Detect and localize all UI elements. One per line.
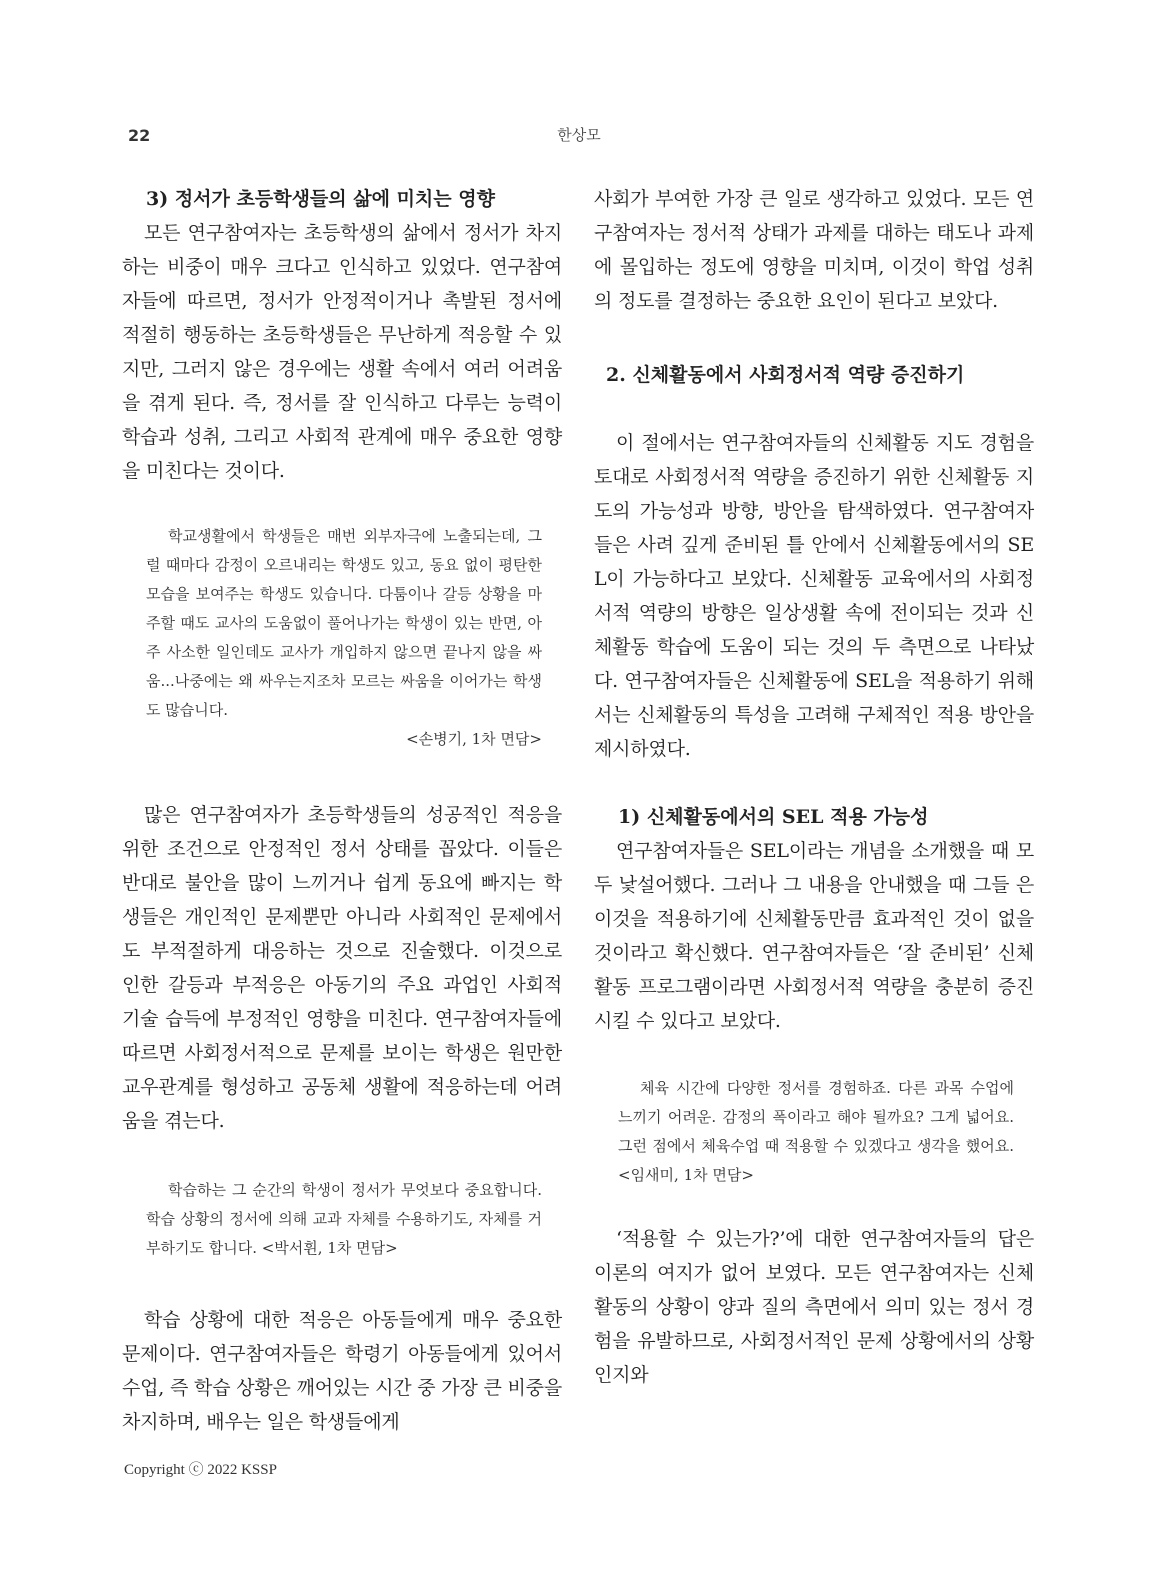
section-heading: 2. 신체활동에서 사회정서적 역량 증진하기 [606, 364, 965, 386]
copyright-footer: Copyright ⓒ 2022 KSSP [124, 1462, 277, 1478]
paragraph: ‘적용할 수 있는가?’에 대한 연구참여자들의 답은 이론의 여지가 없어 보였다. 모든 연구참여자는 신체활동의 상황이 양과 질의 측면에서 의미 있는 정서 경험을 유발하므로, 사회정서적인 문제 상황에서의 상황 인지와 [594, 1228, 1034, 1386]
left-column [122, 182, 562, 1439]
paragraph: 학습 상황에 대한 적응은 아동들에게 매우 중요한 문제이다. 연구참여자들은 학령기 아동들에게 있어서 수업, 즉 학습 상황은 깨어있는 시간 중 가장 큰 비중을 차지하며, 배우는 일은 학생들에게 [122, 1309, 562, 1433]
paragraph: 많은 연구참여자가 초등학생들의 성공적인 적응을 위한 조건으로 안정적인 정서 상태를 꼽았다. 이들은 반대로 불안을 많이 느끼거나 쉽게 동요에 빠지는 학생들은 개인적인 문제뿐만 아니라 사회적인 문제에서도 부적절하게 대응하는 것으로 진술했다. 이것으로 인한 갈등과 부적응은 아동기의 주요 과업인 사회적 기술 습득에 부정적인 영향을 미친다. 연구참여자들에 따르면 사회정서적으로 문제를 보이는 학생은 원만한 교우관계를 형성하고 공동체 생활에 적응하는데 어려움을 겪는다. [122, 804, 562, 1132]
paragraph: 연구참여자들은 SEL이라는 개념을 소개했을 때 모두 낯설어했다. 그러나 그 내용을 안내했을 때 그들 은 이것을 적용하기에 신체활동만큼 효과적인 것이 없을 것이라고 확신했다. 연구참여자들은 ‘잘 준비된’ 신체활동 프로그램이라면 사회정서적 역량을 충분히 증진시킬 수 있다고 보았다. [594, 840, 1034, 1032]
page-number: 22 [128, 126, 151, 145]
interview-quote: 학교생활에서 학생들은 매번 외부자극에 노출되는데, 그럴 때마다 감정이 오르내리는 학생도 있고, 동요 없이 평탄한 모습을 보여주는 학생도 있습니다. 다툼이나 갈등 상황을 마주할 때도 교사의 도움없이 풀어나가는 학생이 있는 반면, 아주 사소한 일인데도 교사가 개입하지 않으면 끝나지 않을 싸움...나중에는 왜 싸우는지조차 모르는 싸움을 이어가는 학생도 많습니다. [146, 527, 542, 719]
interview-quote: 체육 시간에 다양한 정서를 경험하죠. 다른 과목 수업에 느끼기 어려운. 감정의 폭이라고 해야 될까요? 그게 넓어요. 그런 점에서 체육수업 때 적용할 수 있겠다고 생각을 했어요. <임새미, 1차 면담> [618, 1079, 1014, 1184]
right-column [594, 182, 1034, 1392]
interview-quote: 학습하는 그 순간의 학생이 정서가 무엇보다 중요합니다. 학습 상황의 정서에 의해 교과 자체를 수용하기도, 자체를 거부하기도 합니다. <박서휜, 1차 면담> [146, 1181, 542, 1257]
subsection-heading-sel-possibility: 1) 신체활동에서의 SEL 적용 가능성 [618, 806, 929, 828]
paragraph: 모든 연구참여자는 초등학생의 삶에서 정서가 차지하는 비중이 매우 크다고 인식하고 있었다. 연구참여자들에 따르면, 정서가 안정적이거나 촉발된 정서에 적절히 행동하는 초등학생들은 무난하게 적응할 수 있지만, 그러지 않은 경우에는 생활 속에서 여러 어려움을 겪게 된다. 즉, 정서를 잘 인식하고 다루는 능력이 학습과 성취, 그리고 사회적 관계에 매우 중요한 영향을 미친다는 것이다. [122, 222, 562, 482]
quote-citation: <손병기, 1차 면담> [406, 730, 542, 748]
paragraph: 이 절에서는 연구참여자들의 신체활동 지도 경험을 토대로 사회정서적 역량을 증진하기 위한 신체활동 지도의 가능성과 방향, 방안을 탐색하였다. 연구참여자들은 사려 깊게 준비된 틀 안에서 신체활동에서의 SEL이 가능하다고 보았다. 신체활동 교육에서의 사회정서적 역량의 방향은 일상생활 속에 전이되는 것과 신체활동 학습에 도움이 되는 것의 두 측면으로 나타났다. 연구참여자들은 신체활동에 SEL을 적용하기 위해서는 신체활동의 특성을 고려해 구체적인 적용 방안을 제시하였다. [594, 432, 1034, 760]
paragraph: 사회가 부여한 가장 큰 일로 생각하고 있었다. 모든 연구참여자는 정서적 상태가 과제를 대하는 태도나 과제에 몰입하는 정도에 영향을 미치며, 이것이 학업 성취의 정도를 결정하는 중요한 요인이 된다고 보았다. [594, 188, 1034, 312]
running-header-author: 한상모 [557, 126, 601, 144]
subsection-heading-emotion-impact: 3) 정서가 초등학생들의 삶에 미치는 영향 [146, 188, 495, 210]
